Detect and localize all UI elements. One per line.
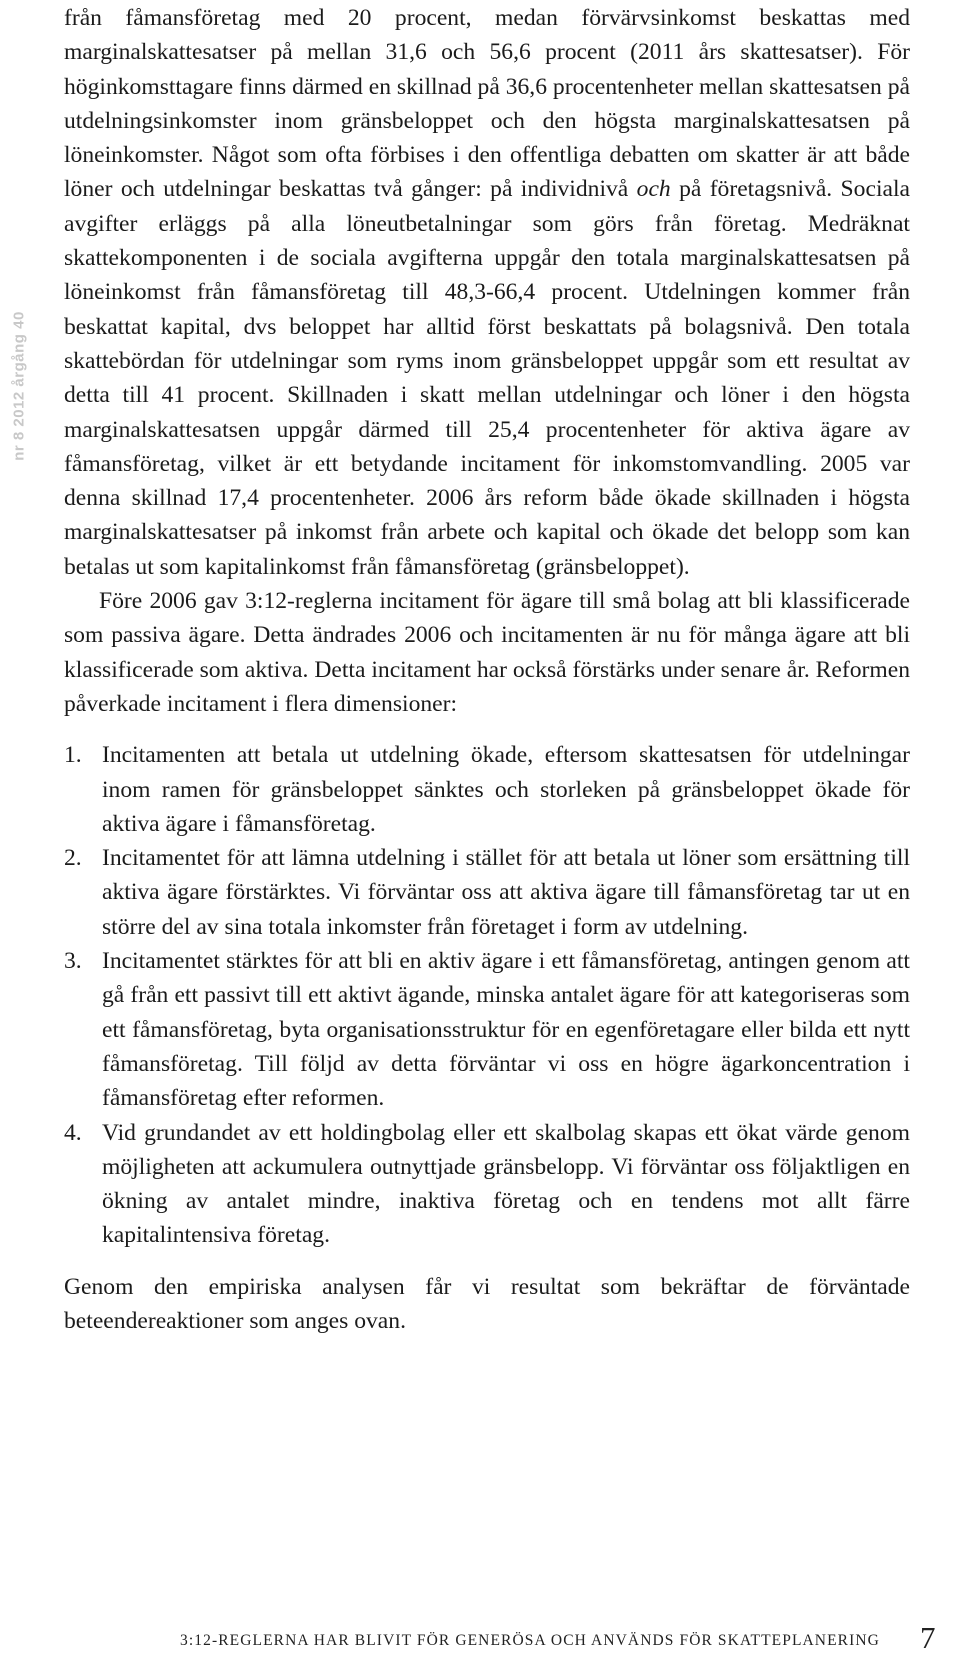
numbered-list bbox=[64, 738, 910, 1252]
list-item bbox=[64, 1116, 910, 1253]
list-number: 3. bbox=[64, 948, 82, 975]
list-text: Incitamentet stärktes för att bli en aktiv ägare i ett fåmansföretag, antingen genom att gå från ett passivt till ett aktivt ägande, minska antalet ägare för att kategoriseras som ett fåmansföretag, byta organisationsstruktur för en egenföretagare eller bilda ett nytt fåmansföretag. Till följd av detta förväntar vi oss en högre ägarkoncentration i fåmansföretag efter reformen. bbox=[102, 948, 910, 1112]
list-item bbox=[64, 738, 910, 841]
list-number: 4. bbox=[64, 1119, 82, 1146]
list-item bbox=[64, 944, 910, 1115]
article-body bbox=[64, 0, 910, 1338]
paragraph-tax-rates-part-a: från fåmansföretag med 20 procent, medan förvärvsinkomst beskattas med marginalskattesatser på mellan 31,6 och 56,6 procent (2011 års skattesatser). För höginkomsttagare finns därmed en skillnad på 36,6 procentenheter mellan skattesatsen på utdelningsinkomster inom gränsbeloppet och den högsta marginalskattesatsen på löneinkomster. Något som ofta förbises i den offentliga debatten om skatter är att både löner och utdelningar beskattas två gånger: på individnivå bbox=[64, 5, 910, 203]
paragraph-conclusion: Genom den empiriska analysen får vi resultat som bekräftar de förväntade beteendereaktioner som anges ovan. bbox=[64, 1273, 910, 1334]
paragraph-tax-rates bbox=[64, 1, 910, 584]
list-text: Vid grundandet av ett holdingbolag eller ett skalbolag skapas ett ökat värde genom möjligheten att ackumulera outnyttjade gränsbelopp. Vi förväntar oss följaktligen en ökning av antalet mindre, inaktiva företag och en tendens mot allt färre kapitalintensiva företag. bbox=[102, 1119, 910, 1249]
issue-label: nr 8 2012 årgång 40 bbox=[10, 311, 28, 461]
paragraph-tax-rates-part-b: på företagsnivå. Sociala avgifter erläggs på alla löneutbetalningar som görs från företag. Medräknat skattekomponenten i de sociala avgifterna uppgår den totala marginalskattesatsen på löneinkomst från fåmansföretag till 48,3-66,4 procent. Utdelningen kommer från beskattat kapital, dvs beloppet har alltid först beskattats på bolagsnivå. Den totala skattebördan för utdelningar som ryms inom gränsbeloppet uppgår som ett resultat av detta till 41 procent. Skillnaden i skatt mellan utdelningar och löner i den högsta marginalskattesatsen uppgår därmed till 25,4 procentenheter för aktiva ägare av fåmansföretag, vilket är ett betydande incitament för inkomstomvandling. 2005 var denna skillnad 17,4 procentenheter. 2006 års reform både ökade skillnaden i högsta marginalskattesatser på inkomst från arbete och kapital och ökade det belopp som kan betalas ut som kapitalinkomst från fåmansföretag (gränsbeloppet). bbox=[64, 176, 911, 580]
list-number: 1. bbox=[64, 742, 82, 769]
list-item bbox=[64, 841, 910, 944]
list-number: 2. bbox=[64, 845, 82, 872]
emphasis-och: och bbox=[636, 176, 671, 203]
paragraph-incentives: Före 2006 gav 3:12-reglerna incitament för ägare till små bolag att bli klassificerade som passiva ägare. Detta ändrades 2006 och incitamenten är nu för många ägare att bli klassificerade som aktiva. Detta incitament har också förstärks under senare år. Reformen påverkade incitament i flera dimensioner: bbox=[64, 588, 910, 717]
list-text: Incitamentet för att lämna utdelning i stället för att betala ut löner som ersättning till aktiva ägare förstärktes. Vi förväntar oss att aktiva ägare till fåmansföretag tar ut en större del av sina totala inkomster från företaget i form av utdelning. bbox=[102, 845, 910, 940]
page-number: 7 bbox=[920, 1620, 936, 1655]
side-tab bbox=[0, 0, 38, 1659]
list-text: Incitamenten att betala ut utdelning ökade, eftersom skattesatsen för utdelningar inom ramen för gränsbeloppet sänktes och storleken på gränsbeloppet ökade för aktiva ägare i fåmansföretag. bbox=[102, 742, 910, 837]
running-footer-title: 3:12-REGLERNA HAR BLIVIT FÖR GENERÖSA OCH ANVÄNDS FÖR SKATTEPLANERING bbox=[180, 1632, 880, 1649]
